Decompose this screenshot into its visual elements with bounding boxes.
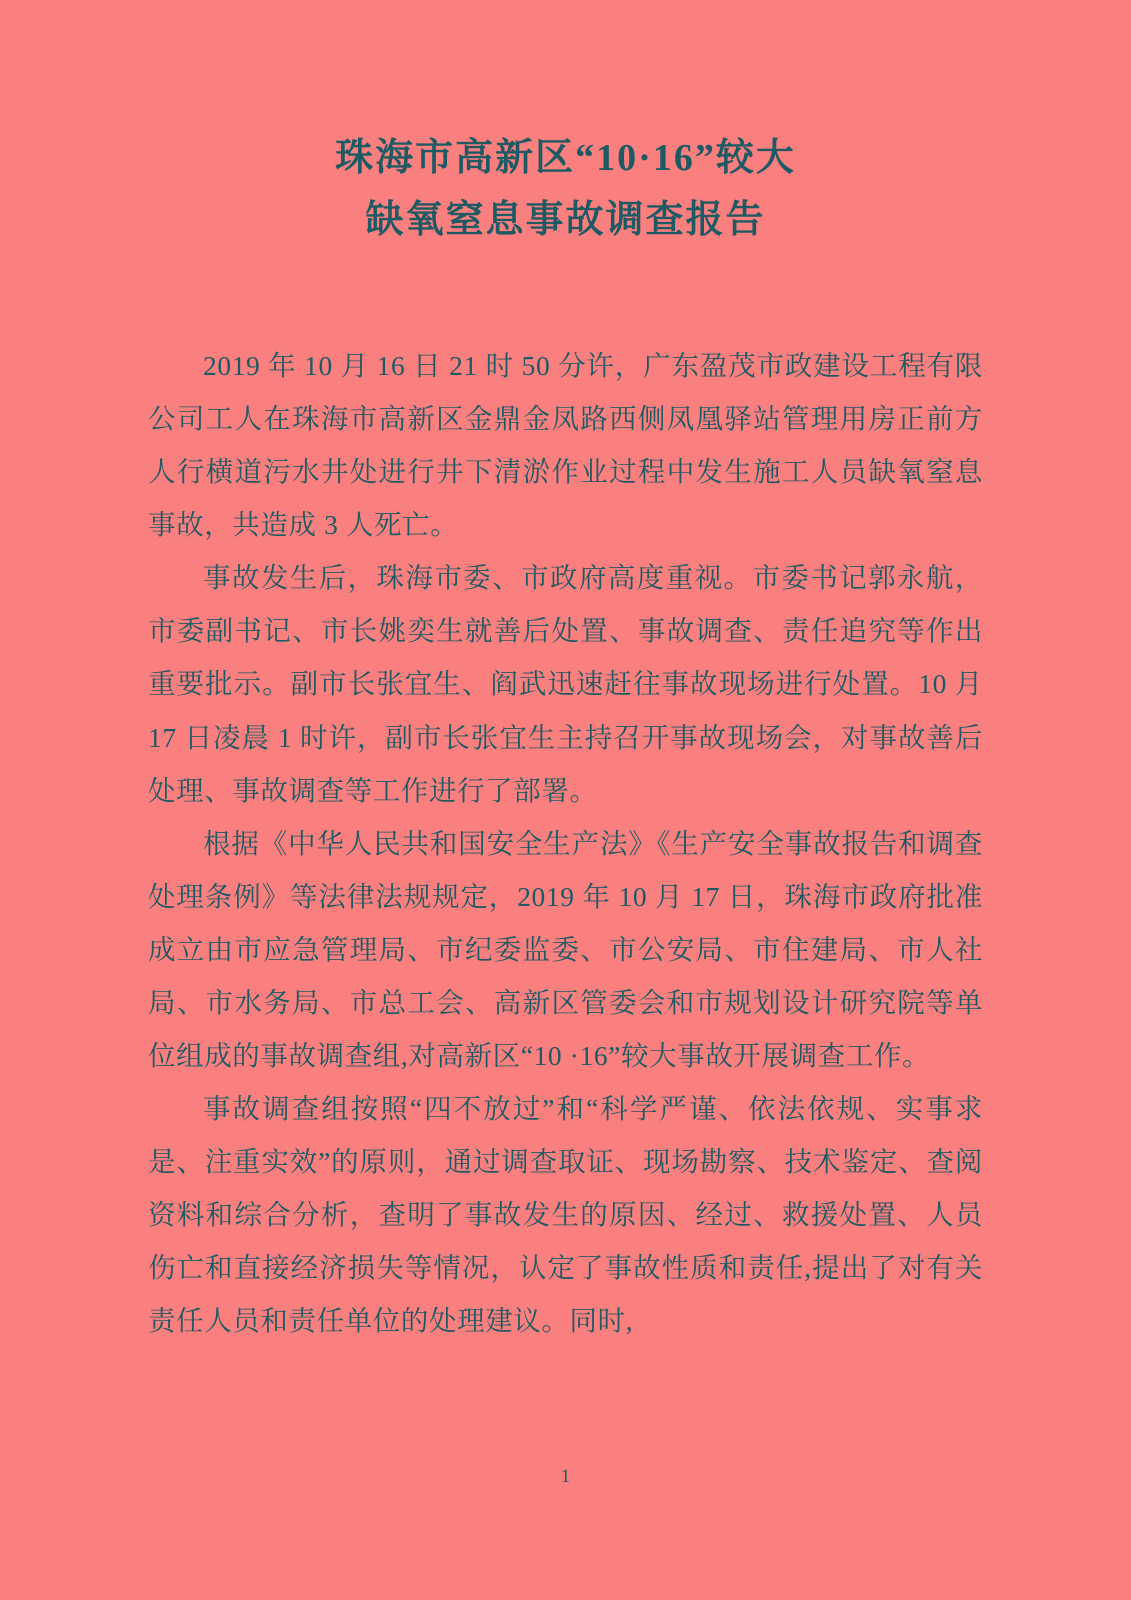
body-paragraph-1: 2019 年 10 月 16 日 21 时 50 分许，广东盈茂市政建设工程有限公司工人在珠海市高新区金鼎金凤路西侧凤凰驿站管理用房正前方人行横道污水井处进行井下清淤作业过程中发生施工人员缺氧窒息事故，共造成 3 人死亡。 bbox=[148, 350, 983, 541]
body-paragraph-3: 根据《中华人民共和国安全生产法》《生产安全事故报告和调查处理条例》等法律法规规定，2019 年 10 月 17 日，珠海市政府批准成立由市应急管理局、市纪委监委、市公安局、市住建局、市人社局、市水务局、市总工会、高新区管委会和市规划设计研究院等单位组成的事故调查组,对高新区“10 ·16”较大事故开展调查工作。 bbox=[148, 827, 983, 1071]
page-number: 1 bbox=[560, 1466, 571, 1487]
body-paragraph-4: 事故调查组按照“四不放过”和“科学严谨、依法依规、实事求是、注重实效”的原则，通过调查取证、现场勘察、技术鉴定、查阅资料和综合分析，查明了事故发生的原因、经过、救援处置、人员伤亡和直接经济损失等情况，认定了事故性质和责任,提出了对有关责任人员和责任单位的处理建议。同时, bbox=[148, 1092, 983, 1337]
document-body bbox=[0, 251, 1131, 1347]
body-paragraph-2: 事故发生后，珠海市委、市政府高度重视。市委书记郭永航，市委副书记、市长姚奕生就善后处置、事故调查、责任追究等作出重要批示。副市长张宜生、阎武迅速赶往事故现场进行处置。10 月 17 日凌晨 1 时许，副市长张宜生主持召开事故现场会，对事故善后处理、事故调查等工作进行了部署。 bbox=[148, 562, 983, 806]
page-title bbox=[0, 0, 1131, 251]
page-title-line-1: 珠海市高新区“10·16”较大 bbox=[335, 137, 796, 179]
page-title-line-2: 缺氧窒息事故调查报告 bbox=[365, 198, 766, 241]
